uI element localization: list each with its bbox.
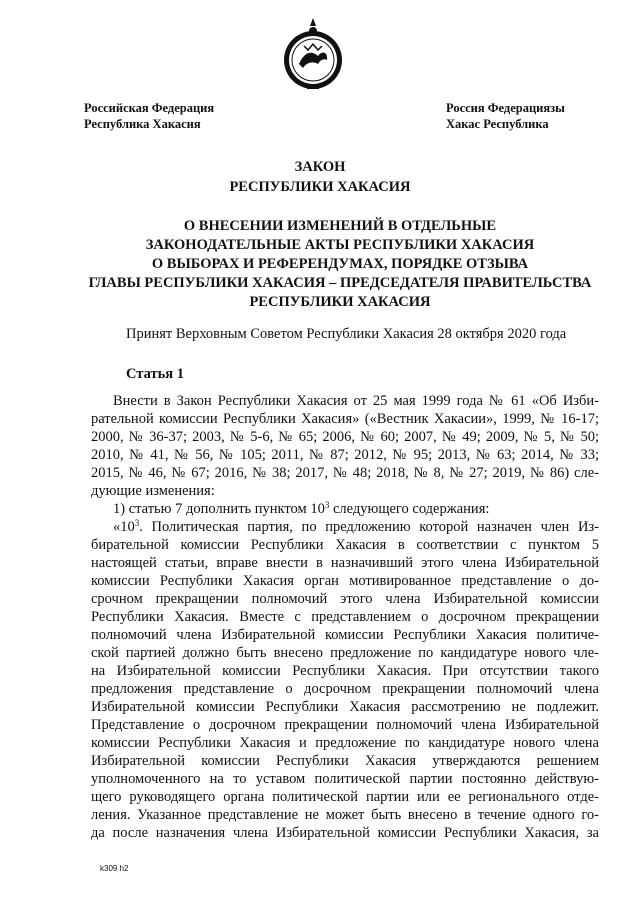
header-right-line: Россия Федерациязы [446,101,565,115]
law-subtitle-line: ЗАКОНОДАТЕЛЬНЫЕ АКТЫ РЕСПУБЛИКИ ХАКАСИЯ [145,237,535,253]
quote-line [91,518,599,536]
quote-line: щего руководящего органа политической партии или ее регионального отде- [91,789,599,805]
header-left-line: Республика Хакасия [84,117,201,131]
item-line [91,500,599,518]
quote-line: Избирательной комиссии Республики Хакасия рассмотрению не подлежит. [91,699,599,715]
quote-line: Представление о досрочном прекращении полномочий члена Избирательной [91,717,599,733]
law-title [0,157,640,197]
law-subtitle-line: РЕСПУБЛИКИ ХАКАСИЯ [249,294,431,310]
header-left-line: Российская Федерация [84,101,215,115]
article-heading: Статья 1 [126,366,184,382]
quote-line: настоящей статьи, вправе внести в назначивший этого члена Избирательной [91,555,599,571]
item-superscript: 3 [324,500,330,510]
law-subtitle [60,217,620,312]
header-left [84,100,214,132]
quote-line: комиссии Республики Хакасия орган мотивированное представление о до- [91,573,599,589]
body-line: 2015, № 46, № 67; 2016, № 38; 2017, № 48; 2018, № 8, № 27; 2019, № 86) сле- [91,465,599,481]
quote-line: ской партией должно быть внесено предложение по кандидатуре нового чле- [91,645,599,661]
quote-line: на Избирательной комиссии Республики Хакасия. При отсутствии такого [91,663,599,679]
quote-line: Республики Хакасия. Вместе с представлением о досрочном прекращении [91,609,599,625]
quote-text: «10 [113,519,135,535]
law-subtitle-line: О ВЫБОРАХ И РЕФЕРЕНДУМАХ, ПОРЯДКЕ ОТЗЫВА [151,256,529,272]
body-line: 2000, № 36-37; 2003, № 5-6, № 65; 2006, № 60; 2007, № 49; 2009, № 5, № 50; [91,429,599,445]
body-line: дующие изменения: [91,483,215,499]
law-title-line: ЗАКОН [294,159,346,175]
header-right [446,100,565,132]
quote-text: . Политическая партия, по предложению которой назначен член Из- [139,519,599,535]
quote-line: комиссии Республики Хакасия и предложение по кандидатуре нового члена [91,735,599,751]
item-text: 1) статью 7 дополнить пунктом 10 [113,501,325,517]
footer-code: k309 h2 [100,864,129,873]
header-right-line: Хакас Республика [446,117,549,131]
law-subtitle-line: ГЛАВЫ РЕСПУБЛИКИ ХАКАСИЯ – ПРЕДСЕДАТЕЛЯ ПРАВИТЕЛЬСТВА [88,275,592,291]
body-line: рательной комиссии Республики Хакасия» («Вестник Хакасии», 1999, № 16-17; [91,411,599,427]
quote-line: срочном прекращении полномочий этого члена Избирательной комиссии [91,591,599,607]
republic-emblem-icon [280,14,346,94]
adoption-statement: Принят Верховным Советом Республики Хакасия 28 октября 2020 года [126,326,567,342]
quote-line: бирательной комиссии Республики Хакасия в соответствии с пунктом 5 [91,537,599,553]
law-title-line: РЕСПУБЛИКИ ХАКАСИЯ [229,179,411,195]
quote-superscript: 3 [134,518,140,528]
quote-line: предложения представление о досрочном прекращении полномочий члена [91,681,599,697]
body-line: 2010, № 41, № 56, № 105; 2011, № 87; 2012, № 95; 2013, № 63; 2014, № 33; [91,447,599,463]
law-subtitle-line: О ВНЕСЕНИИ ИЗМЕНЕНИЙ В ОТДЕЛЬНЫЕ [183,218,497,234]
quote-line: уполномоченного на то уставом политической партии постоянно действую- [91,771,599,787]
quote-line: Избирательной комиссии Республики Хакасия утверждаются решением [91,753,599,769]
law-body [91,392,599,842]
body-line: Внести в Закон Республики Хакасия от 25 мая 1999 года № 61 «Об Изби- [113,393,599,409]
item-text: следующего содержания: [329,501,490,517]
quote-line: да после назначения члена Избирательной комиссии Республики Хакасия, за [91,825,599,841]
quote-line: ления. Указанное представление не может быть внесено в течение одного го- [91,807,599,823]
quote-line: полномочий члена Избирательной комиссии Республики Хакасия политиче- [91,627,599,643]
